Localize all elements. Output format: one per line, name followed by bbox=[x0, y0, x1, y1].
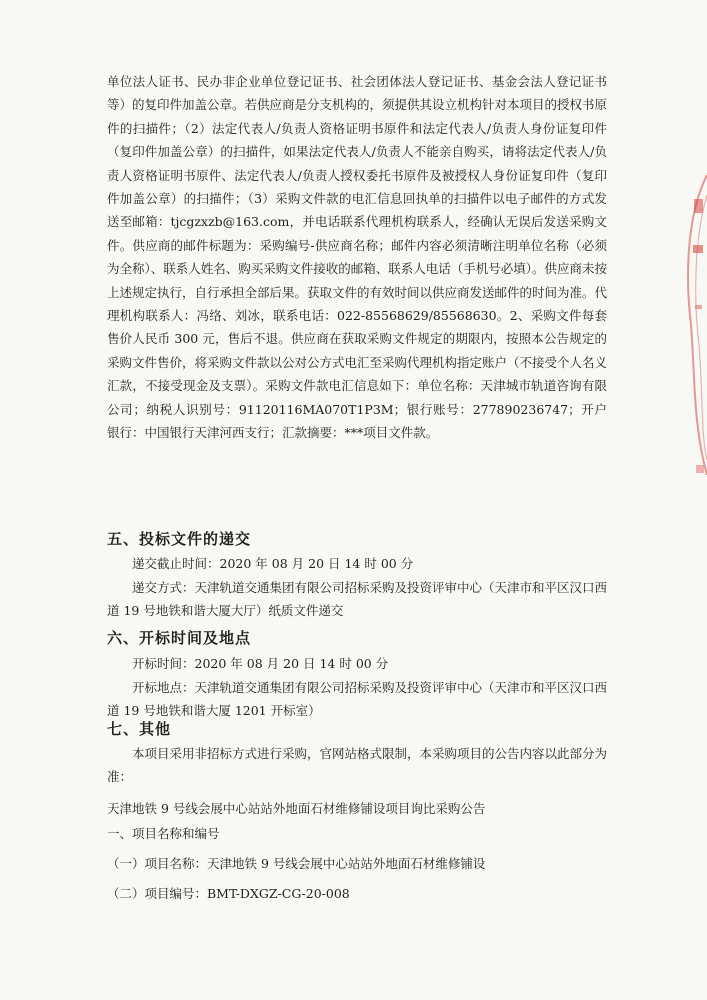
section-7-note: 本项目采用非招标方式进行采购，官网站格式限制，本采购项目的公告内容以此部分为准： bbox=[107, 746, 608, 785]
item-1-heading: 一、项目名称和编号 bbox=[107, 826, 220, 841]
paragraph-top: 单位法人证书、民办非企业单位登记证书、社会团体法人登记证书、基金会法人登记证书等）的复印件加盖公章。若供应商是分支机构的，须提供其设立机构针对本项目的授权书原件的扫描件；（2）法定代表人/负责人资格证明书原件和法定代表人/负责人身份证复印件（复印件加盖公章）的扫描件，如果法定代表人/负责人不能亲自购买，请将法定代表人/负责人资格证明书原件、法定代表人/负责人授权委托书原件及被授权人身份证复印件（复印件加盖公章）的扫描件；（3）采购文件款的电汇信息回执单的扫描件以电子邮件的方式发送至邮箱：tjcgzxzb@163.com，并电话联系代理机构联系人，经确认无误后发送采购文件。供应商的邮件标题为：采购编号-供应商名称；邮件内容必须清晰注明单位名称（必须为全称）、联系人姓名、购买采购文件接收的邮箱、联系人电话（手机号必填）。供应商未按上述规定执行，自行承担全部后果。获取文件的有效时间以供应商发送邮件的时间为准。代理机构联系人：冯络、刘冰，联系电话：022-85568629/85568630。2、采购文件每套售价人民币 300 元，售后不退。供应商在获取采购文件规定的期限内，按照本公告规定的采购文件售价，将采购文件款以公对公方式电汇至采购代理机构指定账户（不接受个人名义汇款，不接受现金及支票）。采购文件款电汇信息如下：单位名称：天津城市轨道咨询有限公司；纳税人识别号：91120116MA070T1P3M；银行账号：277890236747；开户银行：中国银行天津河西支行；汇款摘要：***项目文件款。 bbox=[107, 74, 608, 441]
body-paragraph bbox=[107, 70, 607, 445]
section-5-heading: 五、投标文件的递交 bbox=[107, 530, 252, 548]
section-5-method: 递交方式：天津轨道交通集团有限公司招标采购及投资评审中心（天津市和平区汉口西道 19 号地铁和谐大厦大厅）纸质文件递交 bbox=[107, 580, 608, 619]
notice-title: 天津地铁 9 号线会展中心站站外地面石材维修铺设项目询比采购公告 bbox=[107, 801, 486, 816]
section-6-time: 开标时间：2020 年 08 月 20 日 14 时 00 分 bbox=[132, 656, 389, 671]
section-7-heading: 七、其他 bbox=[107, 720, 172, 738]
section-6-heading: 六、开标时间及地点 bbox=[107, 629, 252, 647]
item-1-name: （一）项目名称：天津地铁 9 号线会展中心站站外地面石材维修铺设 bbox=[107, 856, 486, 871]
section-5-deadline: 递交截止时间：2020 年 08 月 20 日 14 时 00 分 bbox=[132, 556, 414, 571]
section-6-place: 开标地点：天津轨道交通集团有限公司招标采购及投资评审中心（天津市和平区汉口西道 19 号地铁和谐大厦 1201 开标室） bbox=[107, 680, 608, 719]
item-1-code: （二）项目编号：BMT-DXGZ-CG-20-008 bbox=[107, 886, 350, 901]
seal-stamp-fragment bbox=[681, 175, 707, 475]
